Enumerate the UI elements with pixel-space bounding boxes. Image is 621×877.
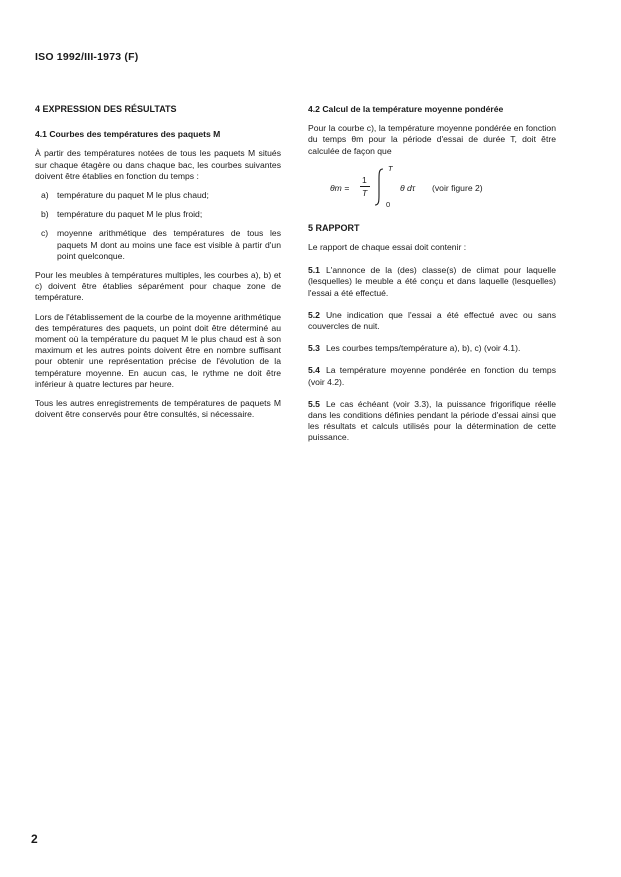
list-item-text: moyenne arithmétique des températures de tous les paquets M dont au moins une face est visible à partir d'un point quelconque. [57, 228, 281, 261]
report-item [308, 310, 556, 332]
paragraph-5-intro: Le rapport de chaque essai doit contenir : [308, 242, 467, 253]
report-item [308, 265, 556, 299]
page-number: 2 [31, 832, 38, 846]
report-item-number: 5.4 [308, 365, 320, 376]
formula-integrand: θ dτ [400, 182, 416, 193]
list-item-text: température du paquet M le plus chaud; [57, 190, 209, 201]
paragraph-multi-temperature: Pour les meubles à températures multiples, les courbes a), b) et c) doivent être établies séparément pour chaque zone de température. [35, 270, 281, 303]
subsection-4-2-title: 4.2 Calcul de la température moyenne pondérée [308, 104, 504, 114]
subsection-4-1-title: 4.1 Courbes des températures des paquets M [35, 129, 221, 140]
report-item-text: L'annonce de la (des) classe(s) de climat pour laquelle (lesquelles) le meuble a été conçu et dans laquelle (lesquelles) l'essai a été effectué. [308, 265, 556, 298]
list-item [35, 209, 281, 220]
report-item-number: 5.1 [308, 265, 320, 276]
paragraph-4-1-intro: À partir des températures notées de tous les paquets M situés sur chaque étagère ou dans chaque bac, les courbes suivantes doivent être établies en fonction du temps : [35, 148, 281, 181]
integral-upper-bound: T [388, 163, 393, 173]
paragraph-mean-curve: Lors de l'établissement de la courbe de la moyenne arithmétique des températures des paquets, un point doit être déterminé au moment où la température du paquet M le plus chaud est à son maximum et les autres points doivent être en nombre suffisant pour obtenir une représentation précise de l'évolution de la température moyenne. En aucun cas, le rythme ne doit être inférieur à quatre lectures par heure. [35, 311, 281, 389]
formula-lhs: θm = [330, 182, 350, 193]
report-item-text: Une indication que l'essai a été effectué avec ou sans couvercles de nuit. [308, 309, 556, 332]
report-item-text: Le cas échéant (voir 3.3), la puissance frigorifique réelle dans les conditions définies pendant la période d'essai ainsi que les résultats et calculs utilisés pour la détermination de cette puissance. [308, 398, 556, 443]
paragraph-records: Tous les autres enregistrements de températures de paquets M doivent être conservés pour être consultés, si nécessaire. [35, 398, 281, 420]
list-item-label: a) [41, 190, 49, 201]
integral-lower-bound: 0 [386, 199, 391, 209]
report-item-number: 5.3 [308, 343, 320, 354]
fraction-bar [360, 186, 370, 187]
standard-reference: ISO 1992/III-1973 (F) [35, 51, 139, 63]
report-item-text: Les courbes temps/température a), b), c) (voir 4.1). [325, 343, 521, 354]
report-item-number: 5.2 [308, 309, 320, 320]
list-item-label: c) [41, 228, 49, 239]
list-item-text: température du paquet M le plus froid; [57, 209, 203, 220]
section-5-title: 5 RAPPORT [308, 222, 360, 233]
weighted-mean-formula [308, 165, 556, 213]
right-column [308, 104, 556, 455]
list-item-label: b) [41, 209, 49, 220]
integral-sign-icon [372, 167, 386, 207]
formula-fraction-numerator: 1 [362, 174, 367, 185]
list-item [35, 190, 281, 201]
list-item [35, 228, 281, 262]
paragraph-4-2: Pour la courbe c), la température moyenne pondérée en fonction du temps θm pour la période d'essai de durée T, doit être calculée de façon que [308, 123, 556, 156]
formula-note: (voir figure 2) [432, 182, 483, 193]
report-item [308, 343, 556, 354]
formula-fraction-denominator: T [362, 187, 368, 198]
report-item [308, 365, 556, 387]
report-item-text: La température moyenne pondérée en fonction du temps (voir 4.2). [308, 365, 556, 387]
left-column [35, 104, 281, 428]
report-item-number: 5.5 [308, 398, 320, 409]
report-item [308, 399, 556, 444]
section-4-title: 4 EXPRESSION DES RÉSULTATS [35, 104, 177, 114]
